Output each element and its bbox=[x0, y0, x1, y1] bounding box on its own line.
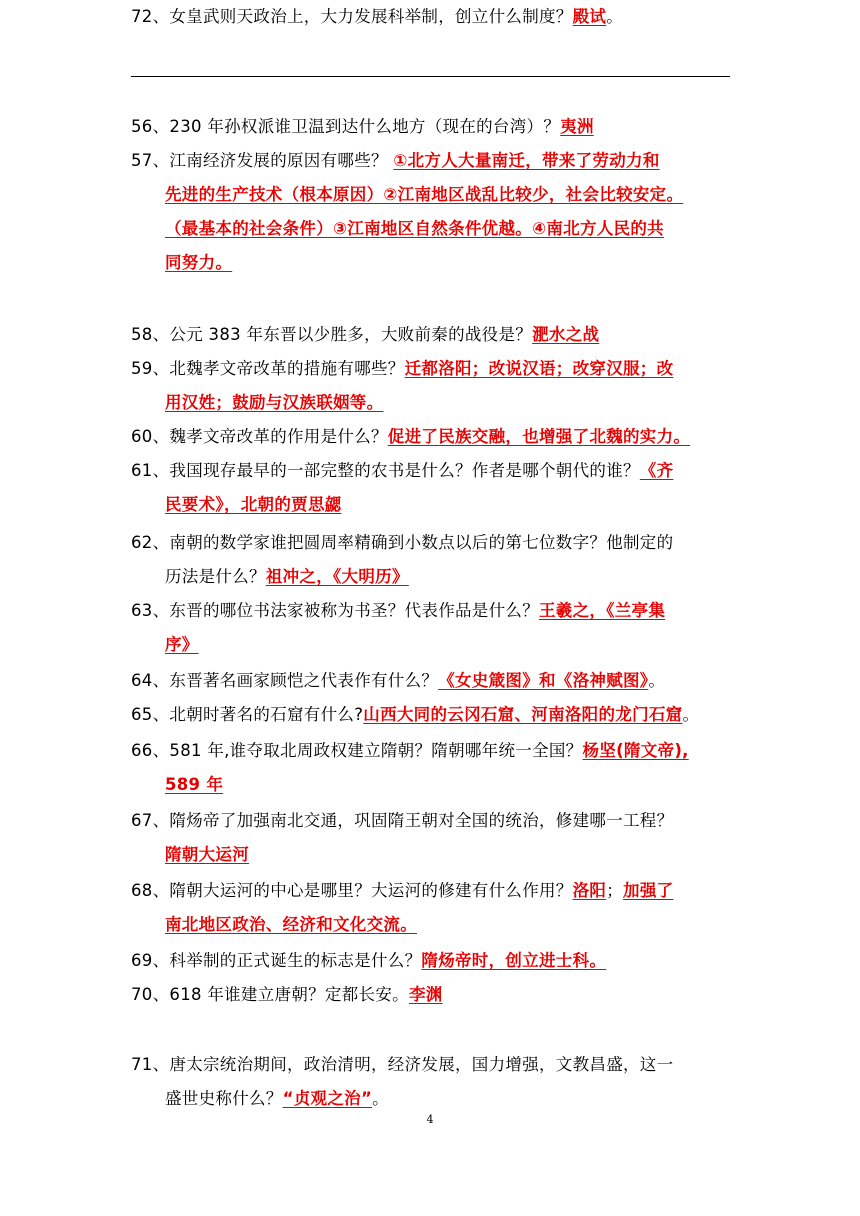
answer-text: 洛阳 bbox=[572, 881, 607, 900]
answer-text: 迁都洛阳；改说汉语；改穿汉服；改 bbox=[404, 359, 674, 378]
answer-text: 山西大同的云冈石窟、河南洛阳的龙门石窟 bbox=[363, 705, 683, 724]
trailing-punct: 。 bbox=[606, 7, 624, 26]
trailing-punct: ； bbox=[606, 881, 624, 900]
qa-item bbox=[131, 526, 731, 594]
page-number: 4 bbox=[426, 1113, 434, 1126]
qa-line bbox=[131, 838, 731, 872]
question-text: 69、科举制的正式诞生的标志是什么？ bbox=[131, 951, 422, 970]
question-text: 71、唐太宗统治期间，政治清明，经济发展，国力增强，文教昌盛，这一 bbox=[131, 1055, 674, 1074]
question-text: 66、581 年,谁夺取北周政权建立隋朝？隋朝哪年统一全国？ bbox=[131, 741, 583, 760]
trailing-punct: 。 bbox=[648, 671, 666, 690]
qa-line bbox=[131, 664, 731, 698]
qa-line bbox=[131, 874, 731, 908]
answer-text: 促进了民族交融，也增强了北魏的实力。 bbox=[387, 427, 691, 446]
qa-item bbox=[131, 352, 731, 420]
answer-text: 李渊 bbox=[408, 985, 443, 1004]
qa-line bbox=[131, 908, 731, 942]
qa-item bbox=[131, 874, 731, 942]
header-rule bbox=[131, 76, 730, 77]
answer-text: 民要术》，北朝的贾思勰 bbox=[165, 495, 342, 514]
question-text: 62、南朝的数学家谁把圆周率精确到小数点以后的第七位数字？他制定的 bbox=[131, 533, 674, 552]
question-text: 63、东晋的哪位书法家被称为书圣？代表作品是什么？ bbox=[131, 601, 539, 620]
qa-item bbox=[131, 454, 731, 522]
qa-item bbox=[131, 144, 731, 280]
qa-item bbox=[131, 0, 731, 34]
qa-line bbox=[131, 526, 731, 560]
answer-text: ①北方人大量南迁，带来了劳动力和 bbox=[393, 151, 660, 170]
answer-text: 用汉姓；鼓励与汉族联姻等。 bbox=[165, 393, 384, 412]
qa-line bbox=[131, 0, 731, 34]
question-text: 65、北朝时著名的石窟有什么? bbox=[131, 705, 364, 724]
question-text: 盛世史称什么？ bbox=[165, 1089, 283, 1108]
qa-line bbox=[131, 698, 731, 732]
answer-text: 殿试 bbox=[572, 7, 607, 26]
answer-text: 加强了 bbox=[623, 881, 674, 900]
qa-item bbox=[131, 420, 731, 454]
question-text: 58、公元 383 年东晋以少胜多，大败前秦的战役是？ bbox=[131, 325, 533, 344]
qa-item bbox=[131, 698, 731, 732]
question-text: 64、东晋著名画家顾恺之代表作有什么？ bbox=[131, 671, 439, 690]
qa-line bbox=[131, 804, 731, 838]
answer-text: 隋炀帝时，创立进士科。 bbox=[421, 951, 607, 970]
qa-line bbox=[131, 386, 731, 420]
qa-item bbox=[131, 110, 731, 144]
question-text: 72、女皇武则天政治上，大力发展科举制，创立什么制度？ bbox=[131, 7, 573, 26]
question-text: 57、江南经济发展的原因有哪些？ bbox=[131, 151, 394, 170]
answer-text: 淝水之战 bbox=[532, 325, 600, 344]
answer-text: 序》 bbox=[165, 635, 199, 654]
answer-text: 《女史箴图》和《洛神赋图》 bbox=[438, 671, 649, 690]
answer-text: 先进的生产技术（根本原因）②江南地区战乱比较少，社会比较安定。 bbox=[165, 185, 684, 204]
answer-text: 夷洲 bbox=[560, 117, 594, 136]
question-text: 历法是什么？ bbox=[165, 567, 266, 586]
question-text: 68、隋朝大运河的中心是哪里？大运河的修建有什么作用？ bbox=[131, 881, 573, 900]
qa-item bbox=[131, 664, 731, 698]
qa-line bbox=[131, 246, 731, 280]
qa-line bbox=[131, 352, 731, 386]
qa-line bbox=[131, 560, 731, 594]
qa-line bbox=[131, 110, 731, 144]
qa-line bbox=[131, 420, 731, 454]
answer-text: 589 年 bbox=[165, 775, 224, 794]
answer-text: 同努力。 bbox=[165, 253, 233, 272]
qa-item bbox=[131, 1048, 731, 1116]
answer-text: 祖冲之，《大明历》 bbox=[265, 567, 409, 586]
qa-line bbox=[131, 144, 731, 178]
answer-text: 杨坚(隋文帝), bbox=[582, 741, 689, 760]
trailing-punct: 。 bbox=[372, 1089, 389, 1108]
question-text: 56、230 年孙权派谁卫温到达什么地方（现在的台湾）？ bbox=[131, 117, 561, 136]
qa-line bbox=[131, 594, 731, 628]
question-text: 60、魏孝文帝改革的作用是什么？ bbox=[131, 427, 388, 446]
question-text: 61、我国现存最早的一部完整的农书是什么？作者是哪个朝代的谁？ bbox=[131, 461, 640, 480]
question-text: 67、隋炀帝了加强南北交通，巩固隋王朝对全国的统治，修建哪一工程？ bbox=[131, 811, 674, 830]
qa-line bbox=[131, 944, 731, 978]
answer-text: 《齐 bbox=[639, 461, 674, 480]
qa-item bbox=[131, 734, 731, 802]
answer-text: （最基本的社会条件）③江南地区自然条件优越。④南北方人民的共 bbox=[165, 219, 664, 238]
answer-text: 南北地区政治、经济和文化交流。 bbox=[165, 915, 417, 934]
qa-line bbox=[131, 178, 731, 212]
qa-item bbox=[131, 594, 731, 662]
question-text: 70、618 年谁建立唐朝？定都长安。 bbox=[131, 985, 409, 1004]
trailing-punct: 。 bbox=[682, 705, 700, 724]
qa-item bbox=[131, 318, 731, 352]
qa-line bbox=[131, 978, 731, 1012]
qa-item bbox=[131, 804, 731, 872]
qa-line bbox=[131, 628, 731, 662]
question-text: 59、北魏孝文帝改革的措施有哪些？ bbox=[131, 359, 405, 378]
qa-item bbox=[131, 944, 731, 978]
qa-line bbox=[131, 1048, 731, 1082]
answer-text: 王羲之，《兰亭集 bbox=[539, 601, 666, 620]
qa-line bbox=[131, 318, 731, 352]
answer-text: “贞观之治” bbox=[282, 1089, 373, 1108]
qa-line bbox=[131, 212, 731, 246]
answer-text: 隋朝大运河 bbox=[165, 845, 249, 864]
qa-line bbox=[131, 488, 731, 522]
qa-line bbox=[131, 768, 731, 802]
qa-line bbox=[131, 734, 731, 768]
qa-line bbox=[131, 1082, 731, 1116]
qa-item bbox=[131, 978, 731, 1012]
qa-line bbox=[131, 454, 731, 488]
